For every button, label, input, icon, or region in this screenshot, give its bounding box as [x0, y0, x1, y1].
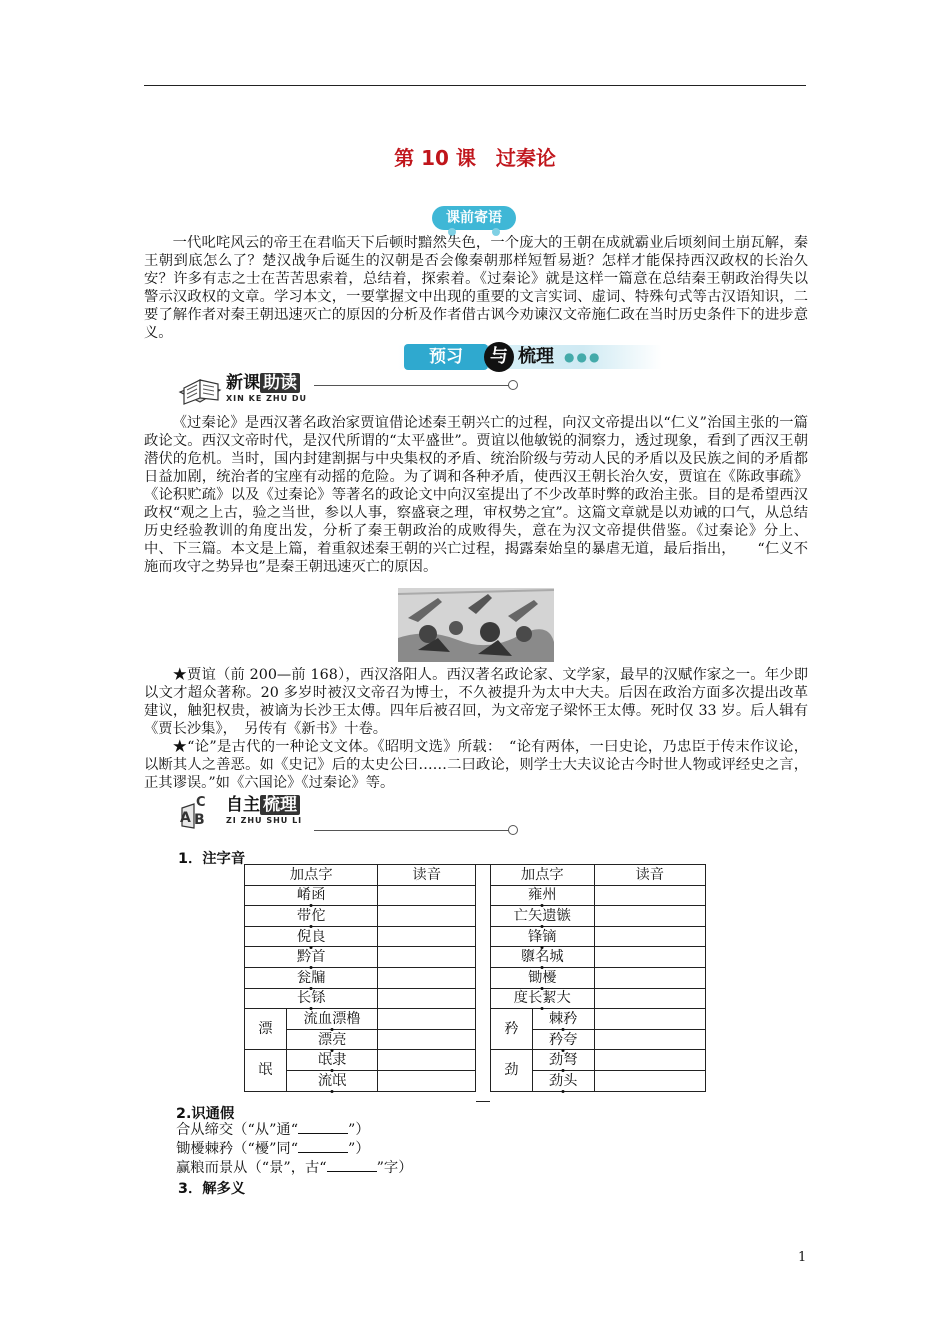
fill-blank[interactable] [298, 1152, 348, 1153]
answer-cell[interactable] [378, 1029, 476, 1050]
table-row-word: 锄櫌 [491, 967, 595, 988]
table-header-reading: 读音 [378, 865, 476, 886]
fill-blank[interactable] [298, 1133, 348, 1134]
banner-left-label: 预习 [404, 344, 488, 370]
banner-right-label: 梳理 [518, 346, 554, 367]
table-row-word: 亡矢遗镞 [491, 906, 595, 927]
intro-reading-paragraph: 《过秦论》是西汉著名政治家贾谊借论述秦王朝兴亡的过程，向汉文帝提出以“仁义”治国主张的一篇政论文。西汉文帝时代，是汉代所谓的“太平盛世”。贾谊以他敏锐的洞察力，透过现象，看到了西汉王朝潜伏的危机。当时，国内封建割据与中央集权的矛盾、统治阶级与劳动人民的矛盾以及民族之间的矛盾都日益加剧，统治者的宝座有动摇的危险。为了调和各种矛盾，使西汉王朝长治久安，贾谊在《陈政事疏》《论积贮疏》以及《过秦论》等著名的政论文中向汉室提出了不少改革时弊的政治主张。目的是希望西汉政权“观之上古，验之当世，参以人事，察盛衰之理，审权势之宜”。这篇文章就是以劝诫的口气，从总结历史经验教训的角度出发，分析了秦王朝政治的成败得失，意在为汉文帝提供借鉴。《过秦论》分上、中、下三篇。本文是上篇，着重叙述秦王朝的兴亡过程，揭露秦始皇的暴虐无道，最后指出， “仁义不施而攻守之势异也”是秦王朝迅速灭亡的原因。 [144, 415, 808, 575]
answer-cell[interactable] [594, 1070, 705, 1091]
foreword-badge-label: 课前寄语 [446, 210, 502, 226]
svg-text:B: B [194, 812, 205, 828]
preview-banner [398, 342, 662, 372]
table-row-word: 流血漂橹 [286, 1009, 378, 1030]
svg-text:A: A [180, 810, 191, 826]
section-title: 新课 助读 [226, 372, 300, 394]
page-number: 1 [798, 1250, 807, 1265]
pronunciation-table-left [244, 864, 476, 1092]
section-header-zizhu [178, 794, 518, 830]
group-char: 矜 [491, 1009, 533, 1050]
table-row-word: 流氓 [286, 1070, 378, 1091]
table-row-word: 长铩 [245, 988, 378, 1009]
answer-cell[interactable] [594, 885, 705, 906]
table-row-word: 氓隶 [286, 1050, 378, 1071]
table-row-word: 瓮牖 [245, 967, 378, 988]
answer-cell[interactable] [594, 1029, 705, 1050]
answer-cell[interactable] [378, 947, 476, 968]
battle-illustration [398, 588, 554, 662]
tongjia-line: 赢粮而景从（“景”，古“ ”字） [176, 1160, 413, 1176]
table-row-word: 锋镝 [491, 926, 595, 947]
table-header-reading: 读音 [594, 865, 705, 886]
table-header-char: 加点字 [491, 865, 595, 886]
answer-cell[interactable] [594, 926, 705, 947]
question-3-heading: 3．解多义 [178, 1181, 246, 1197]
table-header-char: 加点字 [245, 865, 378, 886]
answer-cell[interactable] [378, 926, 476, 947]
answer-cell[interactable] [378, 885, 476, 906]
answer-cell[interactable] [594, 906, 705, 927]
table-row-word: 矜夸 [532, 1029, 594, 1050]
table-row-word: 棘矜 [532, 1009, 594, 1030]
foreword-badge [432, 206, 516, 230]
answer-cell[interactable] [378, 1050, 476, 1071]
table-row-word: 隳名城 [491, 947, 595, 968]
group-char: 氓 [245, 1050, 287, 1091]
open-book-icon [178, 372, 222, 406]
genre-paragraph: ★“论”是古代的一种论文文体。《昭明文选》所载： “论有两体，一曰史论，乃忠臣于传末作议论，以断其人之善恶。如《史记》后的太史公曰……二曰政论，则学士大夫议论古今时世人物或评经史之言，正其谬误。”如《六国论》《过秦论》等。 [144, 739, 808, 791]
fill-blank[interactable] [327, 1171, 377, 1172]
table-row-word: 黔首 [245, 947, 378, 968]
group-char: 劲 [491, 1050, 533, 1091]
answer-cell[interactable] [378, 906, 476, 927]
header-rule [144, 85, 806, 86]
abc-blocks-icon [178, 790, 222, 830]
tongjia-line: 锄櫌棘矜（“櫌”同“ ”） [176, 1141, 370, 1157]
section-header-xinke [178, 372, 518, 408]
section-pinyin: ZI ZHU SHU LI [226, 816, 303, 825]
answer-cell[interactable] [378, 988, 476, 1009]
line-end-icon [508, 825, 518, 835]
table-row-word: 崤函 [245, 885, 378, 906]
intro-paragraph: 一代叱咤风云的帝王在君临天下后顿时黯然失色，一个庞大的王朝在成就霸业后顷刻间土崩瓦解，秦王朝到底怎么了？楚汉战争后诞生的汉朝是否会像秦朝那样短暂易逝？怎样才能保持西汉政权的长治久安？许多有志之士在苦苦思索着，总结着，探索着。《过秦论》就是这样一篇意在总结秦王朝政治得失以警示汉政权的文章。学习本文，一要掌握文中出现的重要的文言实词、虚词、特殊句式等古汉语知识，二要了解作者对秦王朝迅速灭亡的原因的分析及作者借古讽今劝谏汉文帝施仁政在当时历史条件下的进步意义。 [144, 235, 808, 341]
table-row-word: 倪良 [245, 926, 378, 947]
svg-text:C: C [196, 795, 206, 810]
section-title: 自主 梳理 [226, 794, 300, 816]
ellipsis-icon: ●●● [564, 350, 602, 364]
table-row-word: 带佗 [245, 906, 378, 927]
table-row-word: 雍州 [491, 885, 595, 906]
author-paragraph: ★贾谊（前 200—前 168），西汉洛阳人。西汉著名政论家、文学家，最早的汉赋作家之一。年少即以文才超众著称。20 多岁时被汉文帝召为博士，不久被提升为太中大夫。后因在政治方面多次提出改革建议，触犯权贵，被谪为长沙王太傅。四年后被召回，为文帝宠子梁怀王太傅。死时仅 33 岁。后人辑有《贾长沙集》， 另传有《新书》十卷。 [144, 667, 808, 737]
answer-cell[interactable] [594, 947, 705, 968]
answer-cell[interactable] [378, 1070, 476, 1091]
answer-cell[interactable] [378, 1009, 476, 1030]
section-pinyin: XIN KE ZHU DU [226, 394, 307, 403]
table-row-word: 劲弩 [532, 1050, 594, 1071]
answer-cell[interactable] [594, 1009, 705, 1030]
banner-mid-label: 与 [484, 342, 514, 372]
lesson-title: 第 10 课 过秦论 [394, 146, 556, 170]
question-1-heading: 1．注字音 [178, 851, 246, 867]
question-2-heading: 2.识通假 [176, 1106, 235, 1122]
line-end-icon [508, 380, 518, 390]
group-char: 漂 [245, 1009, 287, 1050]
pronunciation-table-right [490, 864, 706, 1092]
answer-cell[interactable] [594, 967, 705, 988]
answer-cell[interactable] [594, 1050, 705, 1071]
table-row-word: 漂亮 [286, 1029, 378, 1050]
tongjia-line: 合从缔交（“从”通“ ”） [176, 1122, 370, 1138]
table-row-word: 度长絜大 [491, 988, 595, 1009]
answer-cell[interactable] [594, 988, 705, 1009]
table-row-word: 劲头 [532, 1070, 594, 1091]
answer-cell[interactable] [378, 967, 476, 988]
